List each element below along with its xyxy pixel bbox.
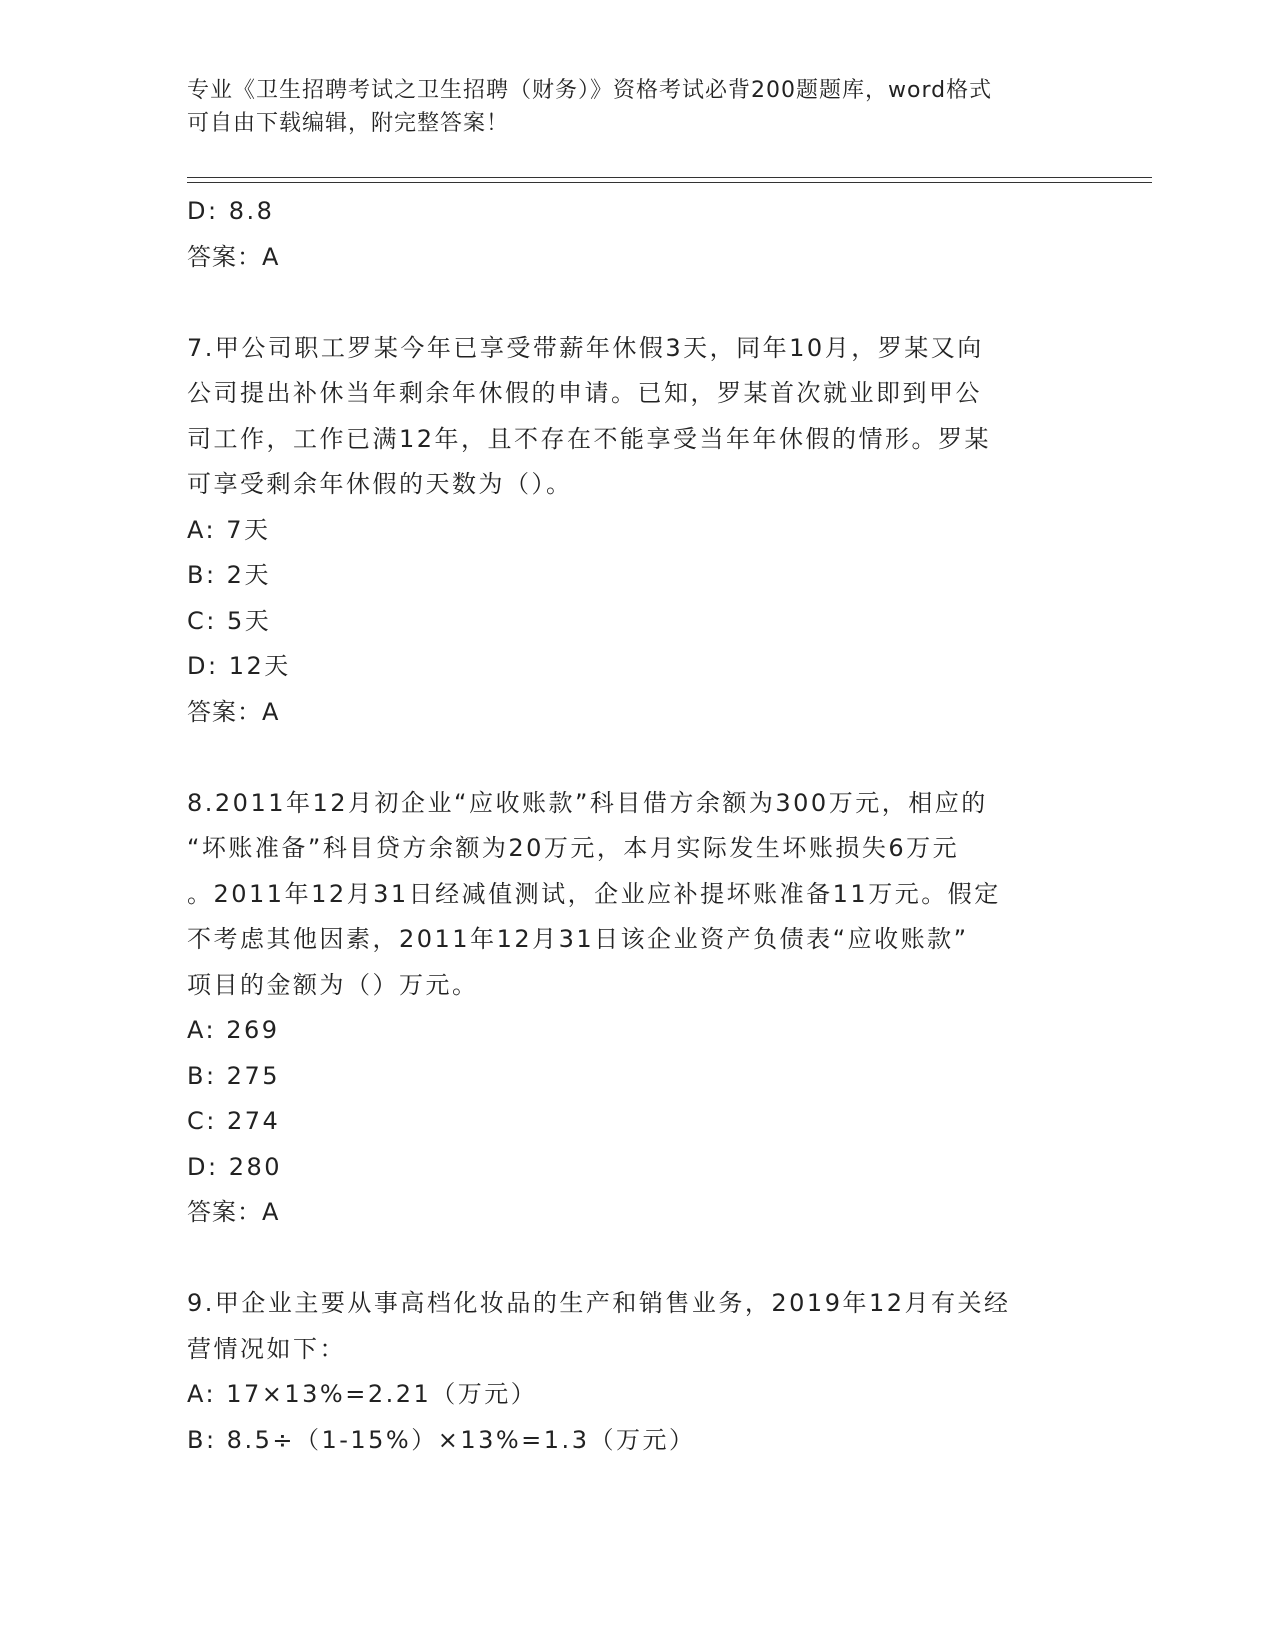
question-7-answer: 答案：A [187,697,280,726]
question-8-line-1: 8.2011年12月初企业“应收账款”科目借方余额为300万元，相应的 [187,788,988,817]
spacer [187,735,1087,781]
question-8-answer: 答案：A [187,1198,280,1226]
spacer [187,280,1087,326]
header-title-line-2: 可自由下载编辑，附完整答案！ [187,111,510,136]
question-7-option-c: C: 5天 [187,606,272,635]
question-8-line-2: “坏账准备”科目贷方余额为20万元，本月实际发生坏账损失6万元 [187,834,960,862]
question-9-option-b: B: 8.5÷（1-15%）×13%=1.3（万元） [187,1425,696,1454]
question-7-line-2: 公司提出补休当年剩余年休假的申请。已知，罗某首次就业即到甲公 [187,379,982,407]
question-7-option-b: B: 2天 [187,561,271,589]
document-body [187,189,1087,1463]
question-8-option-c: C: 274 [187,1107,281,1135]
question-7-option-a: A: 7天 [187,515,271,544]
question-7-line-4: 可享受剩余年休假的天数为（）。 [187,470,573,498]
prev-option-d: D: 8.8 [187,197,275,225]
question-7-line-3: 司工作，工作已满12年，且不存在不能享受当年年休假的情形。罗某 [187,424,992,453]
question-8-line-4: 不考虑其他因素，2011年12月31日该企业资产负债表“应收账款” [187,925,969,953]
question-9-line-1: 9.甲企业主要从事高档化妆品的生产和销售业务，2019年12月有关经 [187,1289,1011,1317]
question-8-line-5: 项目的金额为（）万元。 [187,970,479,999]
question-7-option-d: D: 12天 [187,652,291,680]
document-header [187,74,1087,140]
question-9-text [187,1281,1087,1372]
spacer [187,1236,1087,1282]
question-8-line-3: 。2011年12月31日经减值测试，企业应补提坏账准备11万元。假定 [187,879,1001,908]
header-divider-bottom [187,182,1152,183]
header-divider-top [187,177,1152,178]
prev-answer: 答案：A [187,242,280,271]
header-title-line-1: 专业《卫生招聘考试之卫生招聘（财务）》资格考试必背200题题库，word格式 [187,78,993,103]
question-9-line-2: 营情况如下： [187,1334,346,1363]
question-9-option-a: A: 17×13%=2.21（万元） [187,1380,538,1408]
question-7-text [187,326,1087,508]
question-8-text [187,781,1087,1009]
question-8-option-b: B: 275 [187,1061,280,1090]
question-8-option-a: A: 269 [187,1016,280,1044]
question-8-option-d: D: 280 [187,1152,283,1181]
question-7-line-1: 7.甲公司职工罗某今年已享受带薪年休假3天，同年10月，罗某又向 [187,333,984,362]
